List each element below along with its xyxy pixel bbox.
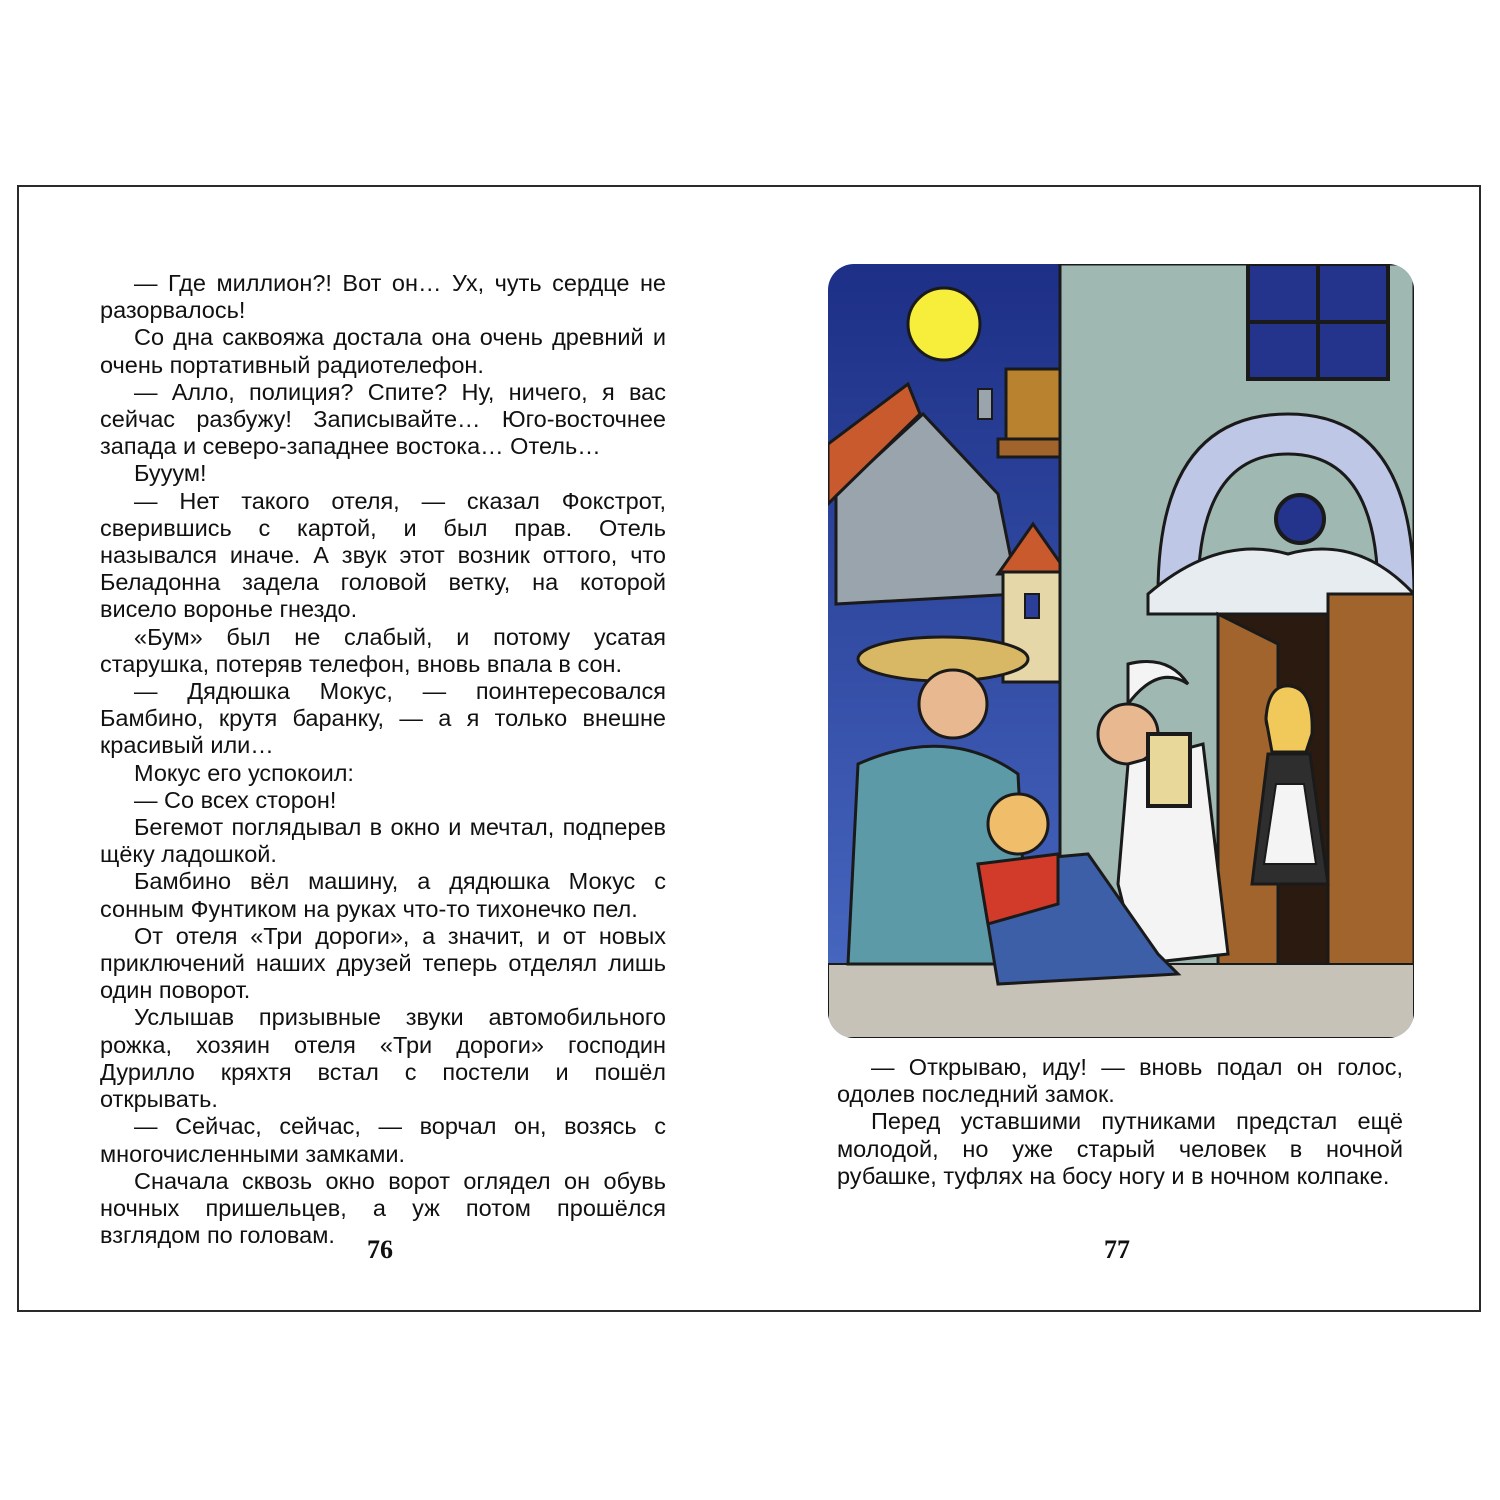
- round-window: [1276, 495, 1324, 543]
- tall-man-head: [919, 670, 987, 738]
- paragraph: — Алло, полиция? Спите? Ну, ничего, я вас сейчас разбужу! Записывайте… Юго-восточнее запада и северо-западнее востока… Отель…: [100, 378, 666, 460]
- right-page: [751, 187, 1483, 1310]
- paragraph: Со дна саквояжа достала она очень древний и очень портативный радиотелефон.: [100, 324, 666, 378]
- paragraph: — Дядюшка Мокус, — поинтересовался Бамбино, крутя баранку, — а я только внешне красивый или…: [100, 678, 666, 759]
- boy-head: [988, 794, 1048, 854]
- page-number-left: 76: [367, 1235, 393, 1264]
- girl-hair: [1266, 686, 1312, 752]
- paragraph: Услышав призывные звуки автомобильного рожка, хозяин отеля «Три дороги» господин Дурилло кряхтя встал с постели и пошёл открывать.: [100, 1004, 666, 1113]
- right-page-text: [837, 1054, 1403, 1190]
- book-spread: [17, 185, 1481, 1312]
- paragraph: Бегемот поглядывал в окно и мечтал, подперев щёку ладошкой.: [100, 814, 666, 868]
- page-number-right: 77: [1104, 1235, 1130, 1264]
- paragraph: Сначала сквозь окно ворот оглядел он обувь ночных пришельцев, а уж потом прошёлся взглядом по головам.: [100, 1167, 666, 1249]
- paragraph: «Бум» был не слабый, и потому усатая старушка, потеряв телефон, вновь впала в сон.: [100, 623, 666, 677]
- lantern: [1148, 734, 1190, 806]
- paragraph: От отеля «Три дороги», а значит, и от новых приключений наших друзей теперь отделял лишь один поворот.: [100, 922, 666, 1004]
- left-page: [19, 187, 751, 1310]
- tower-window: [1025, 594, 1039, 618]
- paragraph: — Где миллион?! Вот он… Ух, чуть сердце не разорвалось!: [100, 270, 666, 324]
- paragraph: — Сейчас, сейчас, — ворчал он, возясь с многочисленными замками.: [100, 1113, 666, 1167]
- paragraph: — Открываю, иду! — вновь подал он голос, одолев последний замок.: [837, 1054, 1403, 1108]
- chimney: [978, 389, 992, 419]
- paragraph: Бамбино вёл машину, а дядюшка Мокус с сонным Фунтиком на руках что-то тихонечко пел.: [100, 868, 666, 922]
- paragraph: Мокус его успокоил:: [134, 759, 354, 786]
- paragraph: Перед уставшими путниками предстал ещё молодой, но уже старый человек в ночной рубашке, туфлях на босу ногу и в ночном колпаке.: [837, 1108, 1403, 1189]
- illustration: [828, 264, 1414, 1038]
- paragraph: — Нет такого отеля, — сказал Фокстрот, сверившись с картой, и был прав. Отель назывался иначе. А звук этот возник оттого, что Беладонна задела головой ветку, на которой висело воронье гнездо.: [100, 487, 666, 623]
- moon: [908, 288, 980, 360]
- paragraph: — Со всех сторон!: [134, 786, 337, 813]
- left-page-text: [100, 270, 666, 1249]
- paragraph: Бууум!: [134, 460, 207, 487]
- door-right: [1328, 594, 1414, 994]
